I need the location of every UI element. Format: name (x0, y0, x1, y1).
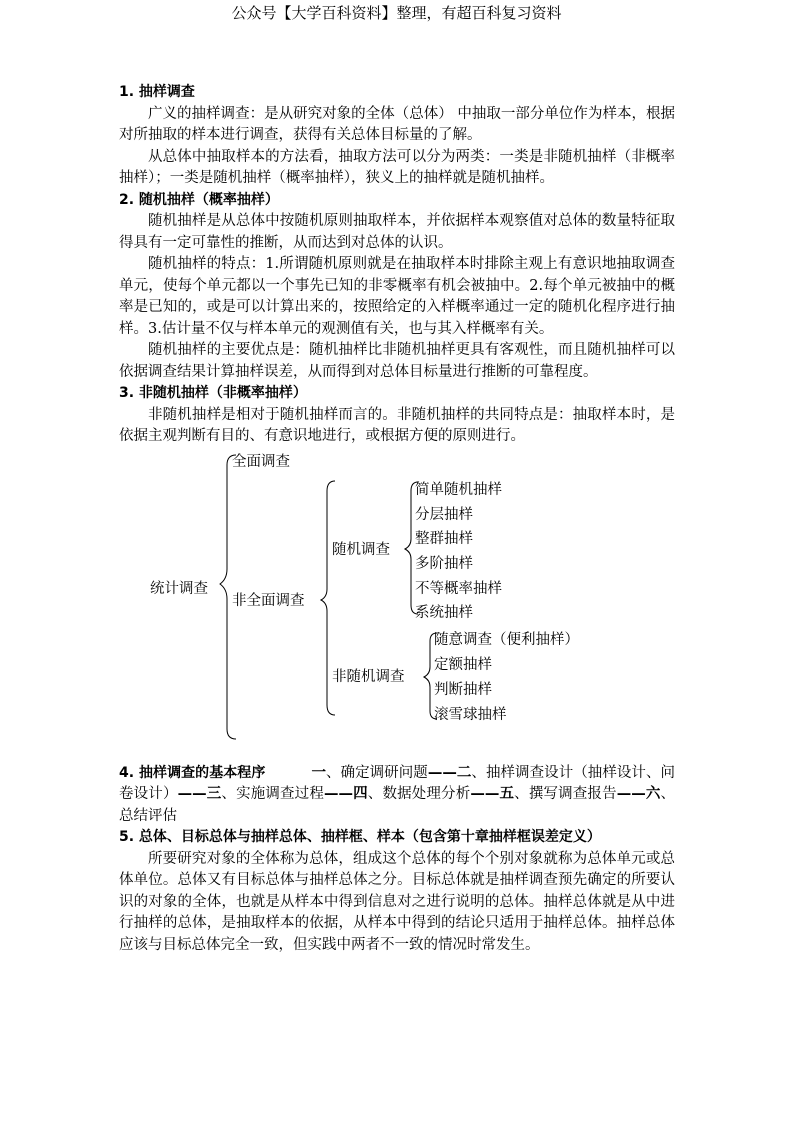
section-5-para-1: 所要研究对象的全体称为总体，组成这个总体的每个个别对象就称为总体单元或总体单位。总体又有目标总体与抽样总体之分。目标总体就是抽样调查预先确定的所要认识的对象的全体，也就是从样本中得到信息对之进行说明的总体。抽样总体就是从中进行抽样的总体，是抽取样本的依据，从样本中得到的结论只适用于抽样总体。抽样总体应该与目标总体完全一致，但实践中两者不一致的情况时常发生。 (119, 850, 675, 953)
tree-nonrandom-survey: 非随机调查 (332, 668, 405, 685)
step-4-text: 、数据处理分析 (367, 786, 471, 802)
tree-nonfull-survey: 非全面调查 (232, 592, 305, 609)
tree-random-item: 简单随机抽样 (415, 481, 502, 498)
section-4-block (119, 763, 675, 828)
step-5-text: 、撰写调查报告 (514, 786, 617, 802)
classification-tree (119, 451, 675, 743)
page-header: 公众号【大学百科资料】整理，有超百科复习资料 (231, 4, 562, 22)
section-3-para-1: 非随机抽样是相对于随机抽样而言的。非随机抽样的共同特点是：抽取样本时，是依据主观判断有目的、有意识地进行，或根据方便的原则进行。 (119, 406, 675, 444)
document-body (119, 82, 675, 956)
step-dash: —— (470, 786, 500, 802)
step-dash: —— (323, 786, 353, 802)
step-dash: —— (427, 764, 457, 781)
step-4-number: 四 (352, 786, 368, 802)
section-1-para-2: 从总体中抽取样本的方法看，抽取方法可以分为两类：一类是非随机抽样（非概率抽样）；一类是随机抽样（概率抽样），狭义上的抽样就是随机抽样。 (119, 148, 675, 186)
tree-random-item: 不等概率抽样 (415, 580, 502, 597)
section-1-title: 1. 抽样调查 (119, 84, 195, 100)
section-1-para-1: 广义的抽样调查：是从研究对象的全体（总体） 中抽取一部分单位作为样本，根据对所抽取的样本进行调查，获得有关总体目标量的了解。 (119, 105, 675, 143)
step-2-number: 二 (456, 764, 472, 781)
section-4-title: 4. 抽样调查的基本程序 (119, 764, 266, 781)
step-1-text: 、确定调研问题 (326, 764, 428, 781)
step-2-text: 、抽样调查设计（抽样设计、问卷设计） (119, 764, 676, 802)
section-3-title: 3. 非随机抽样（非概率抽样） (119, 385, 307, 401)
step-1-number: 一 (311, 764, 326, 781)
tree-random-item: 分层抽样 (415, 506, 473, 523)
section-2-title: 2. 随机抽样（概率抽样） (119, 191, 279, 208)
tree-nonrandom-item: 判断抽样 (434, 681, 492, 698)
step-3-text: 、实施调查过程 (221, 786, 324, 802)
tree-nonrandom-item: 定额抽样 (434, 656, 492, 673)
tree-random-survey: 随机调查 (332, 541, 390, 558)
step-dash: —— (177, 786, 207, 802)
tree-random-item: 系统抽样 (415, 604, 473, 621)
section-5-title: 5. 总体、目标总体与抽样总体、抽样框、样本（包含第十章抽样框误差定义） (119, 829, 601, 845)
section-2-para-3: 随机抽样的主要优点是：随机抽样比非随机抽样更具有客观性，而且随机抽样可以依据调查结果计算抽样误差，从而得到对总体目标量进行推断的可靠程度。 (119, 342, 675, 380)
tree-root: 统计调查 (150, 580, 208, 597)
step-6-number: 六 (645, 786, 661, 802)
step-5-number: 五 (499, 786, 515, 802)
section-2-para-1: 随机抽样是从总体中按随机原则抽取样本，并依据样本观察值对总体的数量特征取得具有一定可靠性的推断，从而达到对总体的认识。 (119, 213, 675, 251)
step-dash: —— (616, 786, 646, 802)
tree-random-item: 整群抽样 (415, 530, 473, 547)
section-2-para-2: 随机抽样的特点：1.所谓随机原则就是在抽取样本时排除主观上有意识地抽取调查单元，使每个单元都以一个事先已知的非零概率有机会被抽中。2.每个单元被抽中的概率是已知的，或是可以计算出来的，按照给定的入样概率通过一定的随机化程序进行抽样。3.估计量不仅与样本单元的观测值有关，也与其入样概率有关。 (119, 256, 675, 337)
tree-random-item: 多阶抽样 (415, 555, 473, 572)
tree-nonrandom-item: 滚雪球抽样 (434, 706, 507, 723)
tree-full-survey: 全面调查 (232, 453, 290, 470)
step-6-text: 、总结评估 (119, 786, 676, 824)
tree-nonrandom-item: 随意调查（便利抽样） (434, 631, 579, 648)
step-3-number: 三 (206, 786, 222, 802)
